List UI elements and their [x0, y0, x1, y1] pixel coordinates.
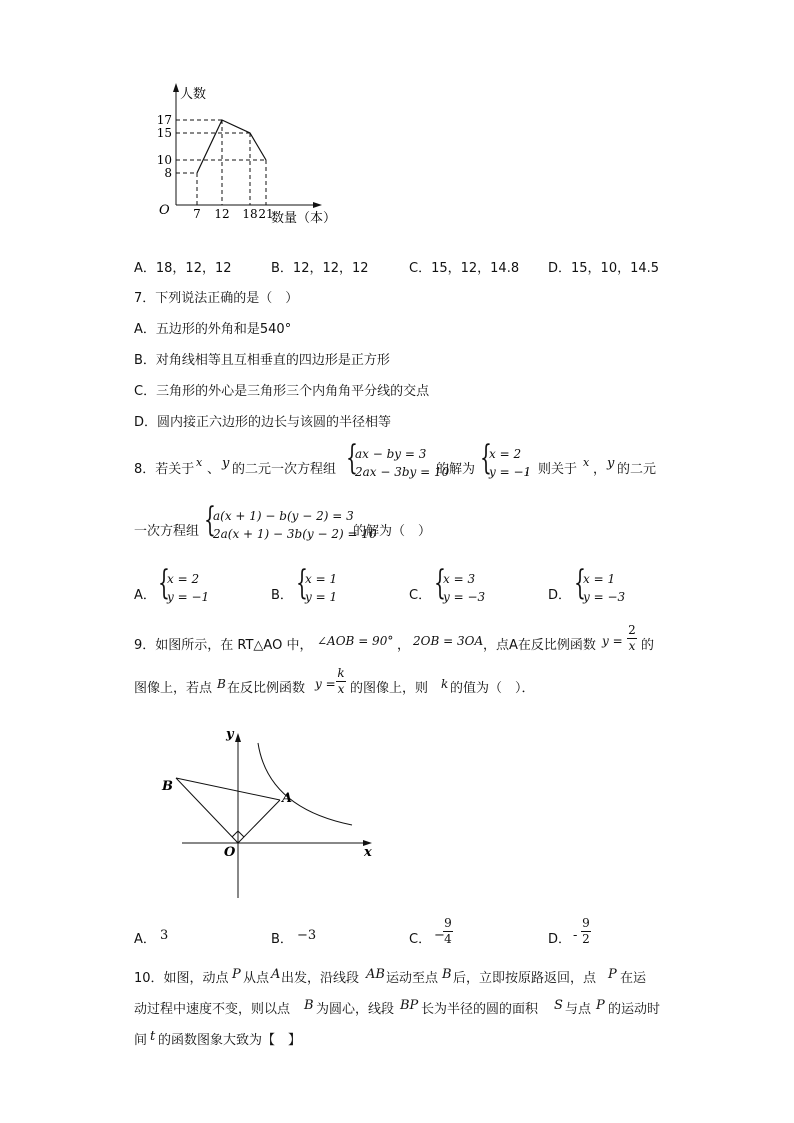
y-axis-label: 人数 [180, 87, 207, 102]
option-value: −3 [297, 928, 317, 943]
q10-var-a: A [271, 967, 281, 982]
q10-text: 的运动时 [608, 1002, 661, 1017]
q9-figure [150, 720, 390, 910]
y-tick-label: 10 [156, 153, 172, 167]
y-axis-arrow [173, 83, 179, 92]
q9-text-6: 在反比例函数 [227, 681, 306, 696]
q9-var-k: k [441, 677, 449, 691]
q7-option-d: D．圆内接正六边形的边长与该圆的半径相等 [134, 415, 392, 430]
q8-text-5: 的二元 [617, 462, 657, 477]
origin-label: O [224, 845, 236, 860]
denominator: 2 [582, 932, 590, 946]
line-2: y = −1 [167, 590, 210, 604]
q8-var-x2: x [583, 456, 590, 469]
option-label: C． [409, 932, 432, 947]
x-tick-label: 12 [214, 207, 230, 221]
point-b-label: B [162, 779, 173, 794]
q10-var-t: t [150, 1029, 156, 1044]
segment-ab [176, 778, 280, 800]
option-label: D． [548, 932, 572, 947]
q9-text-2: ， [397, 638, 411, 653]
eq-2: 2ax − 3by = 10 [355, 465, 450, 479]
line-1: x = 1 [583, 572, 616, 586]
denominator: 4 [444, 932, 452, 946]
series-line [197, 120, 266, 173]
q8-text-6: 一次方程组 [134, 524, 200, 539]
x-axis-label: x [364, 845, 372, 860]
q8-var-y2: y [607, 456, 615, 471]
point-a-label: A [282, 791, 293, 806]
option-label: A． [134, 932, 156, 947]
segment-ob [176, 778, 238, 843]
q9-y-eq: y = [602, 634, 623, 648]
q7-stem: 7．下列说法正确的是（ ） [134, 291, 299, 306]
frequency-line-chart [150, 80, 350, 230]
q9-text-5: 图像上，若点 [134, 681, 213, 696]
y-axis-arrow [235, 733, 241, 742]
option-sign: - [573, 928, 578, 943]
q10-var-s: S [554, 998, 563, 1013]
q10-var-p: P [608, 967, 617, 982]
q9-text-1: 9．如图所示，在 RT△AO 中， [134, 638, 313, 653]
q9-fraction-k-over-x [336, 667, 346, 696]
q7-option-b: B．对角线相等且互相垂直的四边形是正方形 [134, 353, 390, 368]
y-axis-label: y [226, 727, 234, 742]
option-label: B． [271, 932, 293, 947]
option-label: D． [548, 588, 572, 603]
numerator: k [337, 666, 345, 680]
q10-var-p: P [596, 998, 605, 1013]
q8-var-y: y [222, 456, 230, 471]
brace: { [480, 438, 492, 478]
q9-angle: ∠AOB = 90° [317, 634, 394, 648]
q8-text-1: 8．若关于 [134, 462, 195, 477]
option-fraction [581, 917, 591, 946]
y-tick-label: 8 [164, 166, 172, 180]
line-1: x = 2 [167, 572, 200, 586]
segment-oa [238, 800, 280, 843]
q9-point-b: B [217, 677, 226, 691]
q6-option-c: C．15，12，14.8 [409, 261, 520, 276]
q10-text: 运动至点 [386, 971, 439, 986]
q10-text: 从点 [243, 971, 270, 986]
x-tick-label: 21 [258, 207, 274, 221]
denominator: x [337, 682, 345, 696]
q9-text-4: 的 [641, 638, 655, 653]
line-2: y = −3 [443, 590, 486, 604]
q10-var-p: P [232, 967, 241, 982]
q9-text-3: ，点A在反比例函数 [483, 638, 596, 653]
q8-text-7: 的解为（ ） [353, 524, 432, 539]
q8-text-4: ，则关于 [525, 462, 578, 477]
hyperbola-curve [258, 743, 352, 825]
brace: { [434, 563, 446, 603]
q8-text-3: 的解为 [436, 462, 476, 477]
y-tick-label: 17 [156, 113, 172, 127]
q8-comma: ， [593, 462, 607, 477]
brace: { [296, 563, 308, 603]
x-tick-label: 18 [242, 207, 258, 221]
q10-var-b: B [304, 998, 314, 1013]
option-fraction [443, 917, 453, 946]
numerator: 9 [444, 916, 452, 930]
q10-text: 10．如图，动点 [134, 971, 229, 986]
q10-text: 后，立即按原路返回，点 [453, 971, 597, 986]
q6-option-a: A．18，12，12 [134, 261, 232, 276]
option-label: C． [409, 588, 432, 603]
brace: { [574, 563, 586, 603]
q10-text: 与点 [565, 1002, 592, 1017]
numerator: 9 [582, 916, 590, 930]
option-sign: − [434, 928, 445, 943]
sol-2: y = −1 [489, 465, 532, 479]
eq-2: 2a(x + 1) − 3b(y − 2) = 10 [213, 527, 377, 541]
y-tick-label: 15 [156, 126, 172, 140]
q9-text-8: 的值为（ ）． [450, 681, 535, 696]
denominator: x [628, 639, 636, 653]
line-1: x = 3 [443, 572, 476, 586]
eq-1: a(x + 1) − b(y − 2) = 3 [213, 509, 354, 523]
x-axis-arrow [313, 202, 322, 208]
line-1: x = 1 [305, 572, 338, 586]
line-2: y = 1 [305, 590, 338, 604]
q10-text: 出发，沿线段 [281, 971, 360, 986]
q10-text: 动过程中速度不变，则以点 [134, 1002, 291, 1017]
q10-text: 的函数图象大致为【 】 [158, 1033, 302, 1048]
q9-text-7: 的图像上，则 [350, 681, 429, 696]
q10-var-b: B [442, 967, 452, 982]
option-value: 3 [160, 928, 169, 943]
option-label: B． [271, 588, 293, 603]
x-axis-label: 数量（本） [271, 211, 337, 226]
origin-label: O [159, 203, 170, 218]
q9-fraction-2-over-x [627, 624, 637, 653]
line-2: y = −3 [583, 590, 626, 604]
numerator: 2 [628, 623, 636, 637]
sol-1: x = 2 [489, 447, 522, 461]
q8-sep: 、 [207, 462, 221, 477]
q10-var-bp: BP [400, 998, 419, 1013]
option-label: A． [134, 588, 156, 603]
brace: { [158, 563, 170, 603]
q7-option-c: C．三角形的外心是三角形三个内角角平分线的交点 [134, 384, 430, 399]
brace: { [204, 500, 216, 540]
x-tick-label: 7 [193, 207, 201, 221]
q6-option-d: D．15，10，14.5 [548, 261, 660, 276]
q10-text: 为圆心，线段 [316, 1002, 395, 1017]
q6-option-b: B．12，12，12 [271, 261, 369, 276]
q9-y-eq-2: y = [315, 677, 336, 691]
q10-text: 在运 [620, 971, 647, 986]
q8-var-x: x [196, 456, 203, 469]
q8-text-2: 的二元一次方程组 [232, 462, 337, 477]
q10-var-ab: AB [366, 967, 385, 982]
q7-option-a: A．五边形的外角和是540° [134, 322, 292, 337]
brace: { [346, 438, 358, 478]
eq-1: ax − by = 3 [355, 447, 427, 461]
q10-text: 间 [134, 1033, 148, 1048]
q9-relation: 2OB = 3OA [413, 634, 484, 648]
q10-text: 长为半径的圆的面积 [421, 1002, 539, 1017]
